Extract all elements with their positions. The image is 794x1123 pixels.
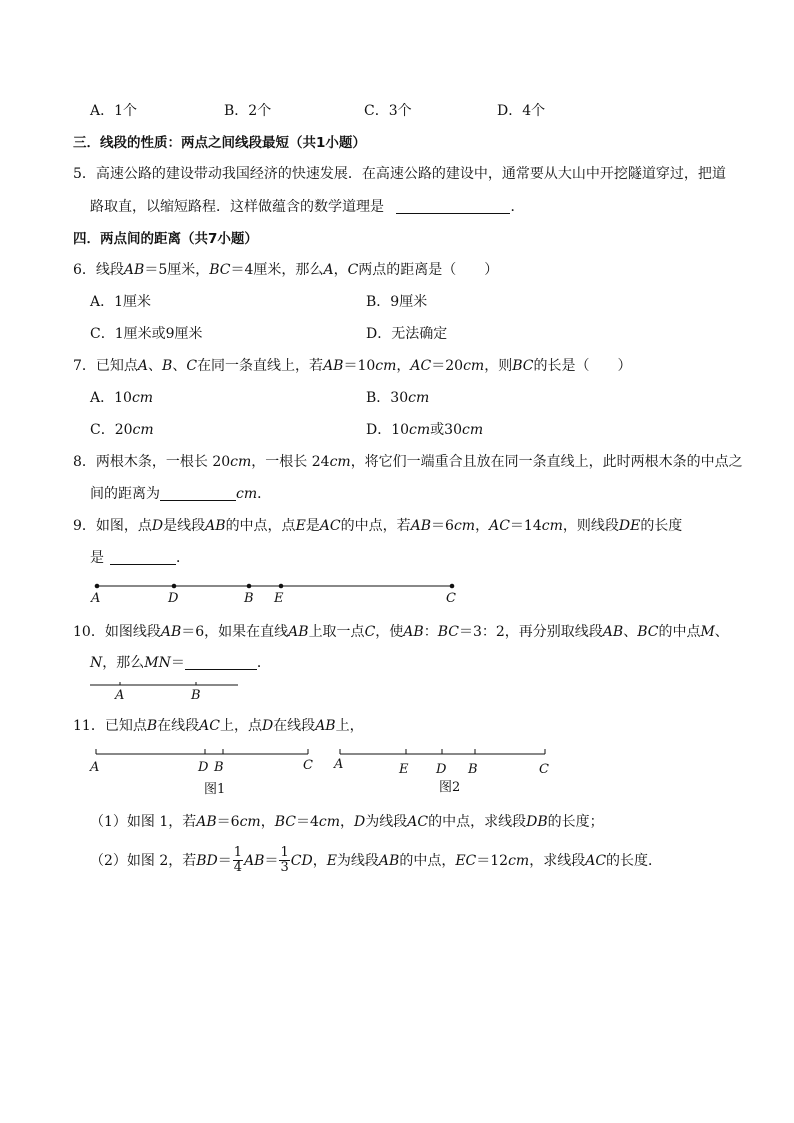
label-c: C xyxy=(539,762,549,777)
point-b xyxy=(247,584,252,589)
label-d: D xyxy=(436,762,447,777)
q9-line1: 9．如图，点D是线段AB的中点，点E是AC的中点，若AB＝6cm，AC＝14cm，则线段DE的长度 xyxy=(73,518,683,534)
q6-option-d: D．无法确定 xyxy=(366,326,448,342)
q4-option-d: D．4个 xyxy=(497,103,546,119)
figure-1-caption: 图1 xyxy=(204,782,226,797)
q6-option-c: C．1厘米或9厘米 xyxy=(90,326,203,342)
label-b: B xyxy=(191,688,201,703)
label-a: A xyxy=(334,757,344,772)
point-a xyxy=(95,584,100,589)
q10-line2: N，那么MN＝ ． xyxy=(90,655,271,671)
point-c xyxy=(450,584,455,589)
q11-figure-2 xyxy=(333,746,563,796)
q4-option-b: B．2个 xyxy=(224,103,272,119)
fraction-one-quarter: $\frac{1}{4}$ xyxy=(233,844,243,875)
label-a: A xyxy=(91,591,101,606)
q7-option-c: C．20cm xyxy=(90,422,154,438)
label-a: A xyxy=(115,688,125,703)
q7-option-a: A．10cm xyxy=(90,390,154,406)
figure-2-caption: 图2 xyxy=(439,780,461,795)
section-4-heading: 四．两点间的距离（共7小题） xyxy=(73,231,258,247)
label-c: C xyxy=(446,591,456,606)
q11-part-2: （2）如图 2，若BD＝ $\frac{1}{4}$ AB＝ $\frac{1}{3}$ CD，E为线段AB的中点，EC＝12cm，求线段AC的长度． xyxy=(90,844,663,875)
q4-option-a: A．1个 xyxy=(90,103,138,119)
q6-option-b: B．9厘米 xyxy=(366,294,428,310)
q7-option-d: D．10cm或30cm xyxy=(366,422,484,438)
q8-answer-blank xyxy=(160,486,236,501)
q11-stem: 11．已知点B在线段AC上，点D在线段AB上， xyxy=(73,718,364,734)
q9-answer-blank xyxy=(110,550,176,565)
q6-stem: 6．线段AB＝5厘米，BC＝4厘米，那么A，C两点的距离是（ ） xyxy=(73,262,499,278)
q10-line1: 10．如图线段AB＝6，如果在直线AB上取一点C，使AB：BC＝3：2，再分别取线段AB、BC的中点M、 xyxy=(73,624,729,640)
label-a: A xyxy=(90,760,100,775)
q9-line2: 是 ． xyxy=(90,550,190,566)
q10-figure xyxy=(90,680,250,704)
fraction-one-third: $\frac{1}{3}$ xyxy=(280,844,289,875)
label-d: D xyxy=(168,591,179,606)
section-3-heading: 三．线段的性质：两点之间线段最短（共1小题） xyxy=(73,135,366,151)
label-b: B xyxy=(214,760,224,775)
q4-option-c: C．3个 xyxy=(364,103,412,119)
q9-figure xyxy=(90,578,490,608)
q11-figure-1 xyxy=(90,746,330,796)
q7-stem: 7．已知点A、B、C在同一条直线上，若AB＝10cm，AC＝20cm，则BC的长是（ ） xyxy=(73,358,632,374)
q5-text: 路取直，以缩短路程．这样做蕴含的数学道理是 xyxy=(90,199,384,215)
q5-line1: 5．高速公路的建设带动我国经济的快速发展．在高速公路的建设中，通常要从大山中开挖隧道穿过，把道 xyxy=(73,166,726,182)
point-e xyxy=(279,584,284,589)
label-b: B xyxy=(468,762,478,777)
q8-line1: 8．两根木条，一根长 20cm，一根长 24cm，将它们一端重合且放在同一条直线上，此时两根木条的中点之 xyxy=(73,454,743,470)
q7-option-b: B．30cm xyxy=(366,390,430,406)
point-d xyxy=(172,584,177,589)
q6-option-a: A．1厘米 xyxy=(90,294,152,310)
q8-line2: 间的距离为 cm． xyxy=(90,486,272,502)
label-e: E xyxy=(274,591,284,606)
q5-answer-blank xyxy=(396,199,510,214)
label-c: C xyxy=(303,758,313,773)
q10-answer-blank xyxy=(185,655,257,670)
label-e: E xyxy=(399,762,409,777)
q5-line2: 路取直，以缩短路程．这样做蕴含的数学道理是 ． xyxy=(90,199,525,215)
q11-part-1: （1）如图 1，若AB＝6cm，BC＝4cm，D为线段AC的中点，求线段DB的长度； xyxy=(90,814,604,830)
label-d: D xyxy=(198,760,209,775)
label-b: B xyxy=(244,591,254,606)
